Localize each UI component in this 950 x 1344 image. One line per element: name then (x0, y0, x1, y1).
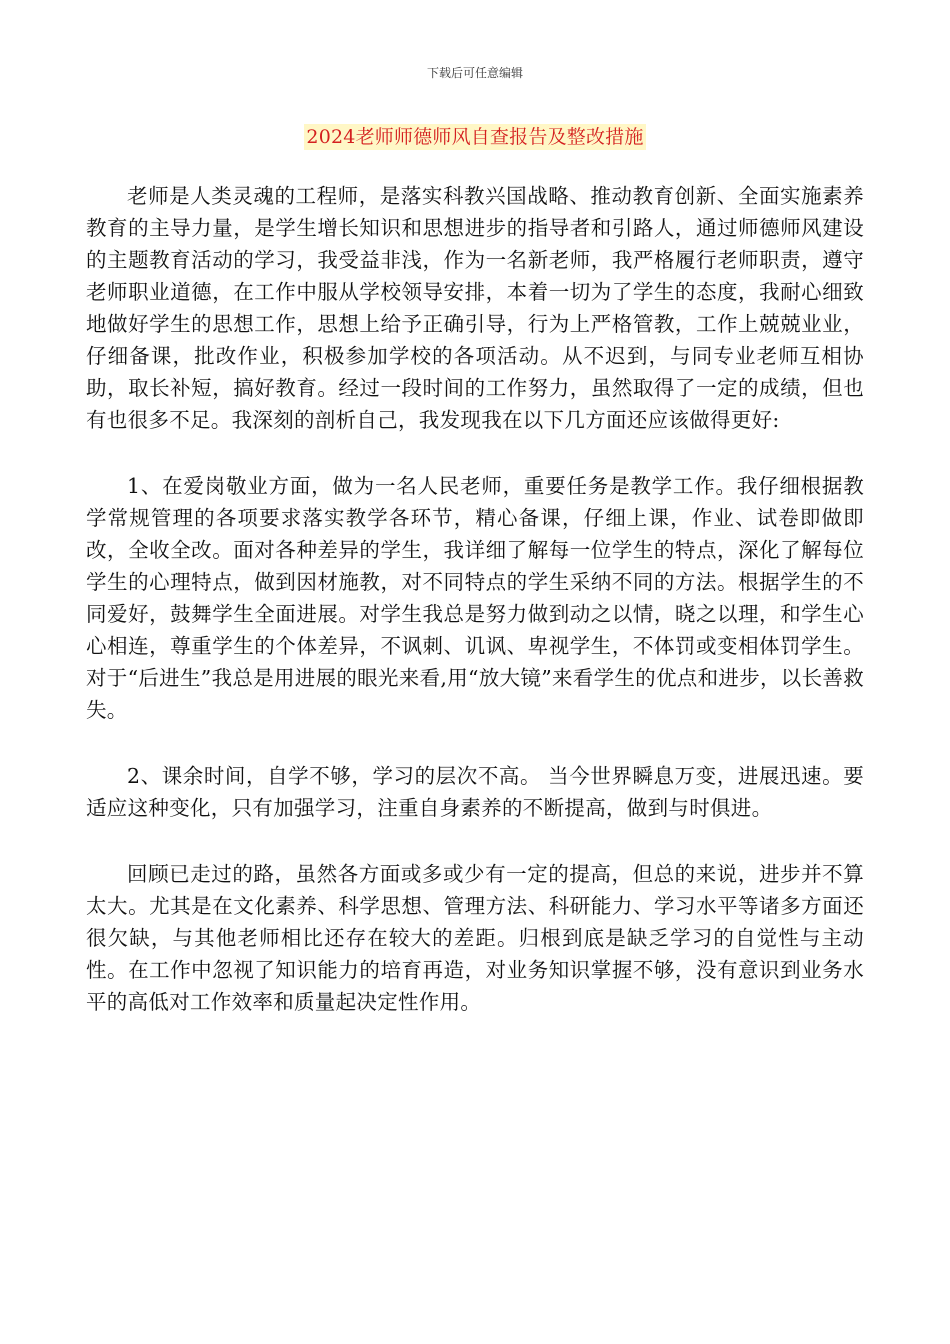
paragraph-review: 回顾已走过的路，虽然各方面或多或少有一定的提高，但总的来说，进步并不算太大。尤其是在文化素养、科学思想、管理方法、科研能力、学习水平等诸多方面还很欠缺，与其他老师相比还存在较大的差距。归根到底是缺乏学习的自觉性与主动性。在工作中忽视了知识能力的培育再造，对业务知识掌握不够，没有意识到业务水平的高低对工作效率和质量起决定性作用。 (86, 862, 864, 1014)
header-note: 下载后可任意编辑 (426, 66, 523, 80)
document-title: 2024老师师德师风自查报告及整改措施 (306, 126, 644, 148)
paragraph-intro: 老师是人类灵魂的工程师，是落实科教兴国战略、推动教育创新、全面实施素养教育的主导力量，是学生增长知识和思想进步的指导者和引路人，通过师德师风建设的主题教育活动的学习，我受益非浅，作为一名新老师，我严格履行老师职责，遵守老师职业道德，在工作中服从学校领导安排，本着一切为了学生的态度，我耐心细致地做好学生的思想工作，思想上给予正确引导，行为上严格管教，工作上兢兢业业，仔细备课，批改作业，积极参加学校的各项活动。从不迟到，与同专业老师互相协助，取长补短，搞好教育。经过一段时间的工作努力，虽然取得了一定的成绩，但也有也很多不足。我深刻的剖析自己，我发现我在以下几方面还应该做得更好: (86, 184, 864, 432)
paragraph-point-1: 1、在爱岗敬业方面，做为一名人民老师，重要任务是教学工作。我仔细根据教学常规管理的各项要求落实教学各环节，精心备课，仔细上课，作业、试卷即做即改，全收全改。面对各种差异的学生，我详细了解每一位学生的特点，深化了解每位学生的心理特点，做到因材施教，对不同特点的学生采纳不同的方法。根据学生的不同爱好，鼓舞学生全面进展。对学生我总是努力做到动之以情，晓之以理，和学生心心相连，尊重学生的个体差异，不讽刺、讥讽、卑视学生，不体罚或变相体罚学生。对于“后进生”我总是用进展的眼光来看,用“放大镜”来看学生的优点和进步，以长善救失。 (86, 474, 864, 722)
paragraph-point-2: 2、课余时间，自学不够，学习的层次不高。 当今世界瞬息万变，进展迅速。要适应这种变化，只有加强学习，注重自身素养的不断提高，做到与时俱进。 (86, 764, 864, 820)
title-container (0, 124, 950, 150)
document-body (86, 180, 864, 1052)
